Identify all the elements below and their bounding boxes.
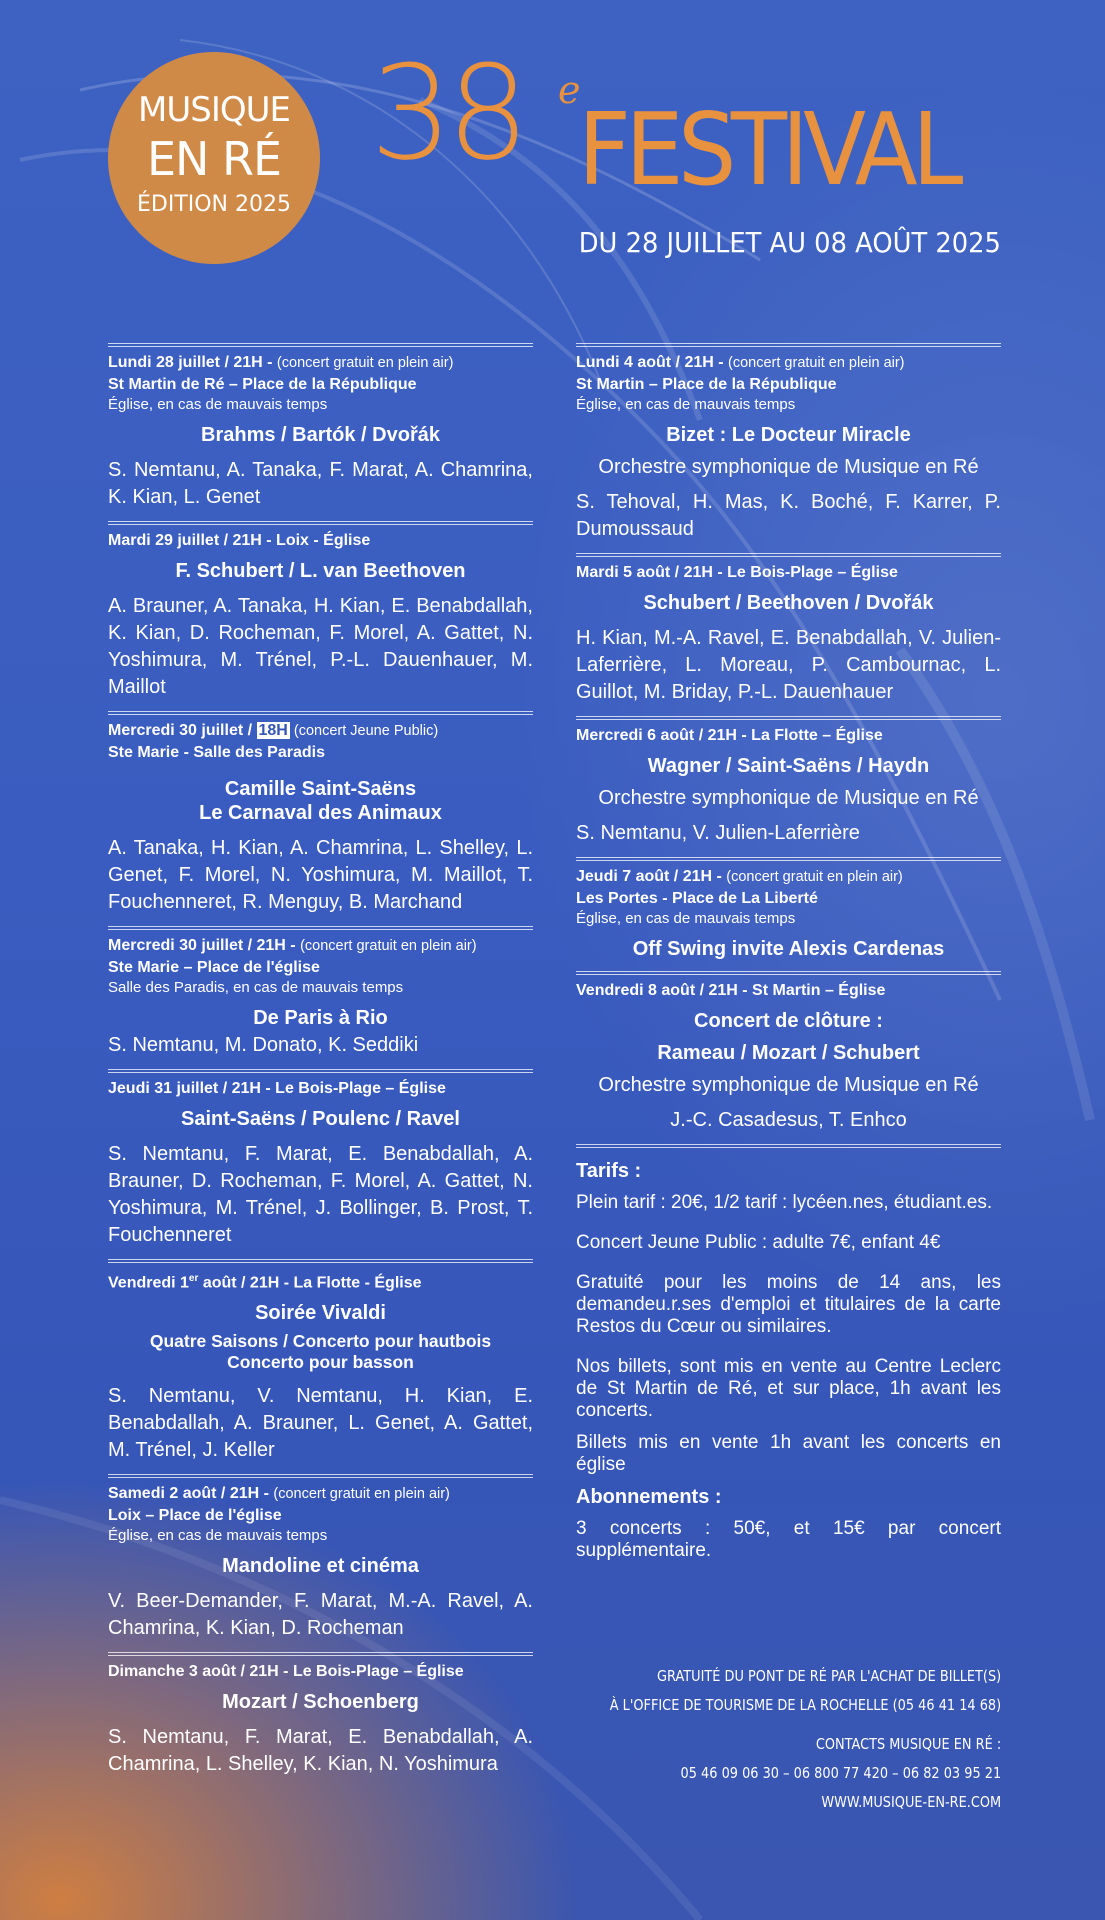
badge-line-1: MUSIQUE — [138, 90, 290, 130]
concert-orchestra: Orchestre symphonique de Musique en Ré — [598, 456, 979, 478]
concert-block — [108, 1474, 533, 1642]
concert-block — [108, 343, 533, 511]
concert-musicians: V. Beer-Demander, F. Marat, M.-A. Ravel, A. Chamrina, K. Kian, D. Rocheman — [108, 1590, 533, 1640]
concert-musicians: H. Kian, M.-A. Ravel, E. Benabdallah, V. Julien-Laferrière, L. Moreau, P. Cambournac, L. Guillot, M. Briday, P.-L. Dauenhauer — [576, 627, 1001, 703]
concert-musicians: S. Nemtanu, F. Marat, E. Benabdallah, A. Brauner, D. Rocheman, F. Morel, A. Gattet, N. Yoshimura, M. Trénel, J. Bollinger, B. Prost, T. Fouchenneret — [108, 1143, 533, 1246]
footer-info — [610, 1662, 1001, 1817]
tarif-gratuite: Gratuité pour les moins de 14 ans, les demandeu.r.ses d'emploi et titulaires de la carte Restos du Cœur ou similaires. — [576, 1272, 1001, 1337]
concert-place: Ste Marie - Salle des Paradis — [108, 744, 325, 761]
time-tag: 18H — [258, 722, 288, 739]
concert-musicians: S. Nemtanu, V. Julien-Laferrière — [576, 822, 860, 844]
concert-block — [576, 553, 1001, 706]
concert-date-time: Vendredi 1er août / 21H - La Flotte - Église — [108, 1273, 422, 1292]
concert-date-time: Mercredi 30 juillet / 18H (concert Jeune Public) — [108, 722, 439, 739]
billets-eglise: Billets mis en vente 1h avant les concerts en église — [576, 1432, 1001, 1475]
concert-block — [108, 711, 533, 916]
concert-musicians: J.-C. Casadesus, T. Enhco — [670, 1109, 907, 1131]
concert-program-line-2: Le Carnaval des Animaux — [199, 802, 442, 824]
concert-date-time: Jeudi 7 août / 21H - (concert gratuit en plein air) — [576, 868, 903, 885]
concert-musicians: S. Nemtanu, A. Tanaka, F. Marat, A. Chamrina, K. Kian, L. Genet — [108, 459, 533, 508]
concert-program: Bizet : Le Docteur Miracle — [666, 424, 911, 446]
concert-place: Les Portes - Place de La Liberté — [576, 890, 818, 907]
concert-program: Off Swing invite Alexis Cardenas — [632, 938, 945, 960]
concert-musicians: S. Nemtanu, F. Marat, E. Benabdallah, A. Chamrina, L. Shelley, K. Kian, N. Yoshimura — [108, 1726, 533, 1776]
concert-program: Concert de clôture : — [694, 1010, 883, 1032]
tarif-plein: Plein tarif : 20€, 1/2 tarif : lycéen.nes, étudiant.es. — [576, 1192, 993, 1213]
concert-place: Loix – Place de l'église — [108, 1507, 282, 1525]
concert-program: Soirée Vivaldi — [255, 1302, 386, 1325]
pont-gratuite: GRATUITÉ DU PONT DE RÉ PAR L'ACHAT DE BILLET(S) — [656, 1667, 1001, 1685]
concert-date-time: Mardi 29 juillet / 21H - Loix - Église — [108, 532, 371, 549]
concert-date-time: Jeudi 31 juillet / 21H - Le Bois-Plage – Église — [108, 1080, 446, 1097]
concert-place: Ste Marie – Place de l'église — [108, 959, 320, 976]
concert-musicians: S. Nemtanu, M. Donato, K. Seddiki — [108, 1034, 419, 1056]
concert-block — [576, 857, 1001, 961]
concert-alt-place: Église, en cas de mauvais temps — [576, 910, 796, 927]
festival-dates: DU 28 JUILLET AU 08 AOÛT 2025 — [578, 226, 1001, 259]
abonnements-info: 3 concerts : 50€, et 15€ par concert supplémentaire. — [576, 1518, 1001, 1561]
concert-program: F. Schubert / L. van Beethoven — [175, 560, 466, 582]
concert-musicians: S. Nemtanu, V. Nemtanu, H. Kian, E. Benabdallah, A. Brauner, L. Genet, A. Gattet, M. Trénel, J. Keller — [108, 1385, 533, 1462]
concert-program: Camille Saint-Saëns — [224, 778, 417, 800]
abonnements-heading: Abonnements : — [576, 1486, 722, 1508]
billets-info: Nos billets, sont mis en vente au Centre Leclerc de St Martin de Ré, et sur place, 1h avant les concerts. — [576, 1356, 1001, 1421]
concert-block — [108, 1652, 533, 1778]
concert-program: Mozart / Schoenberg — [222, 1691, 419, 1714]
concert-musicians: A. Brauner, A. Tanaka, H. Kian, E. Benabdallah, K. Kian, D. Rocheman, F. Morel, A. Gattet, N. Yoshimura, M. Trénel, P.-L. Dauenhauer, M. Maillot — [108, 595, 533, 698]
musique-en-re-badge — [108, 52, 320, 264]
concert-alt-place: Église, en cas de mauvais temps — [108, 396, 328, 413]
concert-program-line-2: Rameau / Mozart / Schubert — [657, 1042, 920, 1064]
concert-place: St Martin de Ré – Place de la République — [108, 376, 417, 393]
contact-phones: 05 46 09 06 30 – 06 800 77 420 – 06 82 03 95 21 — [680, 1764, 1001, 1782]
concert-block — [576, 716, 1001, 847]
concert-musicians: A. Tanaka, H. Kian, A. Chamrina, L. Shelley, L. Genet, F. Morel, N. Yoshimura, M. Maillot, T. Fouchenneret, R. Menguy, B. Marchand — [108, 837, 533, 913]
concert-block — [576, 343, 1001, 543]
concert-alt-place: Église, en cas de mauvais temps — [576, 396, 796, 413]
concert-date-time: Mardi 5 août / 21H - Le Bois-Plage – Église — [576, 564, 898, 581]
concert-program: Wagner / Saint-Saëns / Haydn — [647, 755, 930, 777]
edition-number: 38 — [370, 37, 524, 189]
concert-block — [108, 1069, 533, 1249]
concert-date-time: Dimanche 3 août / 21H - Le Bois-Plage – Église — [108, 1663, 464, 1681]
concert-program: Saint-Saëns / Poulenc / Ravel — [181, 1108, 460, 1130]
concert-block — [108, 926, 533, 1059]
concert-date-time: Lundi 4 août / 21H - (concert gratuit en plein air) — [576, 354, 905, 371]
concert-program: De Paris à Rio — [253, 1007, 388, 1029]
office-tourisme: À L'OFFICE DE TOURISME DE LA ROCHELLE (05 46 41 14 68) — [609, 1696, 1001, 1714]
concert-alt-place: Église, en cas de mauvais temps — [108, 1527, 328, 1545]
contacts-label: CONTACTS MUSIQUE EN RÉ : — [815, 1735, 1001, 1753]
concert-program-detail: Concerto pour basson — [227, 1352, 414, 1373]
program-right-column — [576, 343, 1001, 1580]
concert-date-time: Samedi 2 août / 21H - (concert gratuit en plein air) — [108, 1485, 450, 1503]
tarifs-section — [576, 1144, 1001, 1562]
concert-orchestra: Orchestre symphonique de Musique en Ré — [598, 1074, 979, 1096]
concert-block — [108, 1259, 533, 1464]
concert-block — [108, 521, 533, 701]
concert-date-time: Mercredi 30 juillet / 21H - (concert gratuit en plein air) — [108, 937, 477, 954]
website-link[interactable]: WWW.MUSIQUE-EN-RE.COM — [821, 1793, 1001, 1811]
badge-line-2: EN RÉ — [146, 132, 282, 186]
program-left-column — [108, 343, 533, 1788]
concert-date-time: Lundi 28 juillet / 21H - (concert gratuit en plein air) — [108, 354, 454, 371]
concert-program: Brahms / Bartók / Dvořák — [201, 424, 440, 446]
concert-date-time: Mercredi 6 août / 21H - La Flotte – Église — [576, 727, 883, 744]
concert-program-detail: Quatre Saisons / Concerto pour hautbois — [149, 1331, 492, 1352]
concert-alt-place: Salle des Paradis, en cas de mauvais temps — [108, 979, 404, 996]
concert-place: St Martin – Place de la République — [576, 376, 837, 393]
tarifs-heading: Tarifs : — [576, 1160, 642, 1182]
edition-suffix: e — [558, 68, 581, 112]
badge-line-3: ÉDITION 2025 — [136, 192, 291, 217]
concert-program: Schubert / Beethoven / Dvořák — [643, 592, 934, 614]
concert-block — [576, 971, 1001, 1134]
concert-orchestra: Orchestre symphonique de Musique en Ré — [598, 787, 979, 809]
concert-musicians: S. Tehoval, H. Mas, K. Boché, F. Karrer, P. Dumoussaud — [576, 491, 1001, 540]
festival-title: FESTIVAL — [578, 91, 958, 208]
tarif-jeune-public: Concert Jeune Public : adulte 7€, enfant 4€ — [576, 1232, 941, 1253]
concert-date-time: Vendredi 8 août / 21H - St Martin – Église — [576, 982, 886, 999]
concert-program: Mandoline et cinéma — [222, 1555, 419, 1578]
